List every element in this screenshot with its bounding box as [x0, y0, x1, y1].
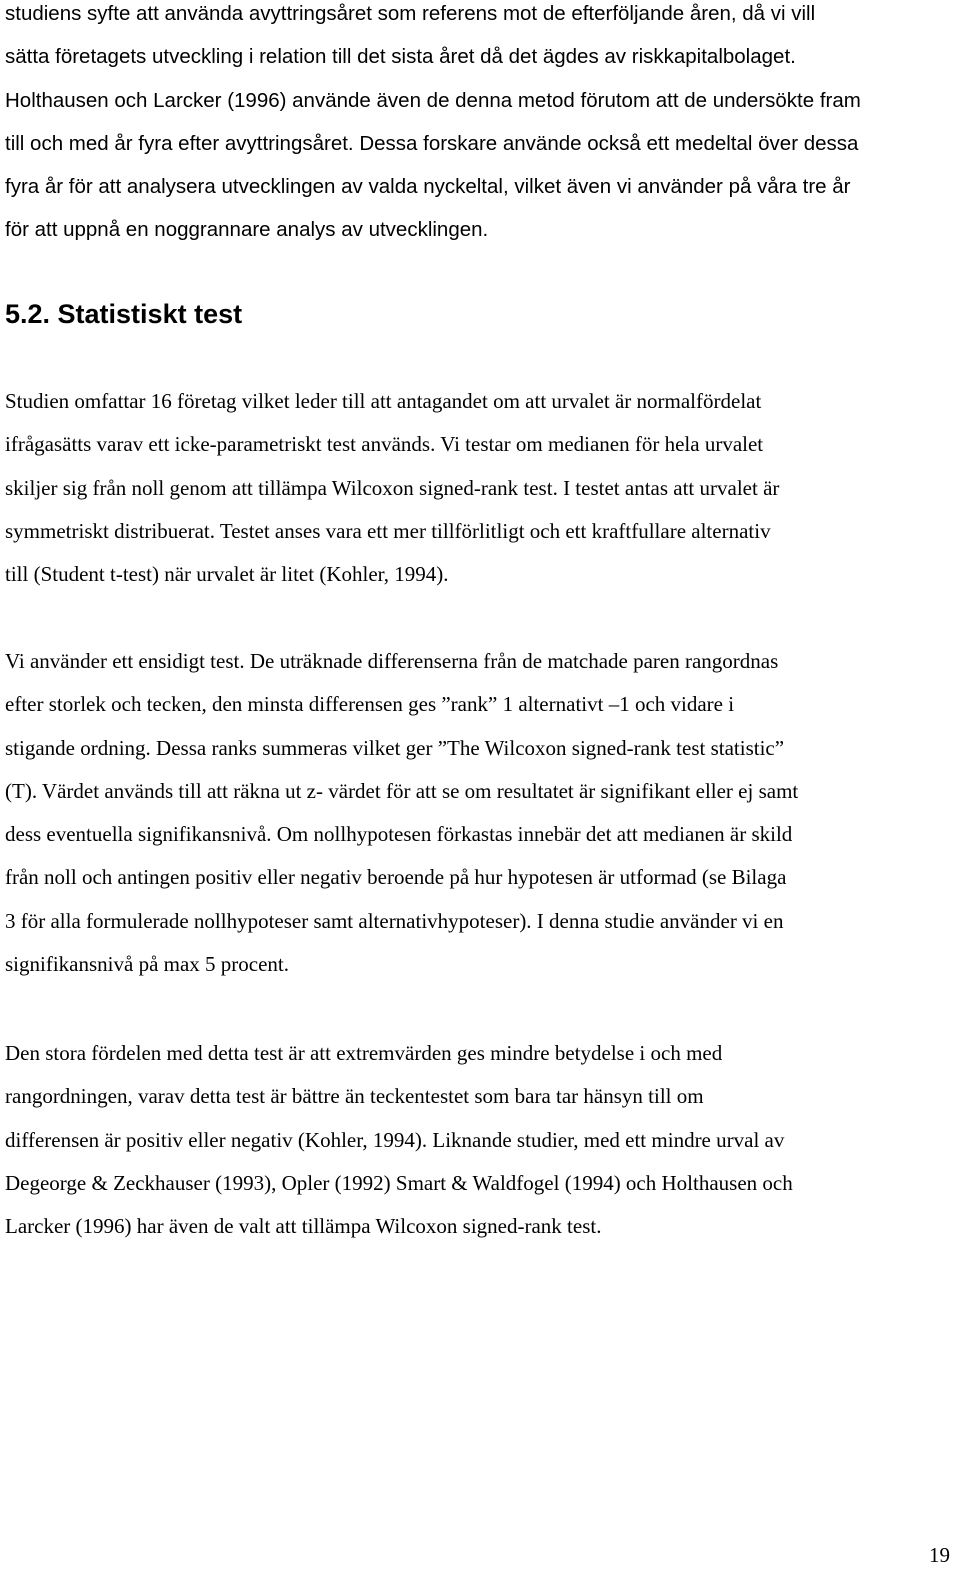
paragraph-method [5, 380, 779, 596]
text-line: sätta företagets utveckling i relation till det sista året då det ägdes av riskkapitalbolaget. [5, 45, 796, 69]
text-line: 3 för alla formulerade nollhypoteser samt alternativhypoteser). I denna studie använder vi en [5, 908, 784, 933]
text-line: rangordningen, varav detta test är bättre än teckentestet som bara tar hänsyn till om [5, 1084, 704, 1109]
section-heading: 5.2. Statistiskt test [5, 299, 243, 329]
page-number: 19 [929, 1543, 950, 1567]
text-line: symmetriskt distribuerat. Testet anses vara ett mer tillförlitligt och ett kraftfullare alternativ [5, 518, 771, 543]
text-line: ifrågasätts varav ett icke-parametriskt test används. Vi testar om medianen för hela urvalet [5, 432, 764, 457]
text-line: Vi använder ett ensidigt test. De uträknade differenserna från de matchade paren rangordnas [5, 649, 779, 673]
text-line: (T). Värdet används till att räkna ut z- värdet för att se om resultatet är signifikant eller ej samt [5, 778, 799, 803]
text-line: studiens syfte att använda avyttringsåret som referens mot de efterföljande åren, då vi vill [5, 2, 816, 25]
text-line: stigande ordning. Dessa ranks summeras vilket ger ”The Wilcoxon signed-rank test statistic” [5, 735, 785, 760]
text-line: Studien omfattar 16 företag vilket leder till att antagandet om att urvalet är normalfördelat [5, 389, 762, 413]
text-line: fyra år för att analysera utvecklingen av valda nyckeltal, vilket även vi använder på våra tre år [5, 175, 851, 199]
text-line: differensen är positiv eller negativ (Kohler, 1994). Liknande studier, med ett mindre urval av [5, 1127, 785, 1152]
text-line: Degeorge & Zeckhauser (1993), Opler (1992) Smart & Waldfogel (1994) och Holthausen och [5, 1170, 793, 1195]
text-line: Holthausen och Larcker (1996) använde även de denna metod förutom att de undersökte fram [5, 88, 861, 112]
text-line: för att uppnå en noggrannare analys av utvecklingen. [5, 218, 489, 242]
paragraph-test [5, 640, 798, 986]
text-line: till (Student t-test) när urvalet är litet (Kohler, 1994). [5, 562, 449, 587]
intro-paragraph [5, 0, 861, 252]
text-line: Larcker (1996) har även de valt att tillämpa Wilcoxon signed-rank test. [5, 1214, 602, 1239]
text-line: signifikansnivå på max 5 procent. [5, 952, 290, 977]
paragraph-advantages [5, 1032, 793, 1248]
text-line: dess eventuella signifikansnivå. Om nollhypotesen förkastas innebär det att medianen är skild [5, 822, 793, 847]
text-line: efter storlek och tecken, den minsta differensen ges ”rank” 1 alternativt –1 och vidare i [5, 692, 735, 717]
text-line: till och med år fyra efter avyttringsåret. Dessa forskare använde också ett medeltal över dessa [5, 131, 859, 155]
text-line: skiljer sig från noll genom att tillämpa Wilcoxon signed-rank test. I testet antas att urvalet är [5, 475, 780, 500]
text-line: Den stora fördelen med detta test är att extremvärden ges mindre betydelse i och med [5, 1041, 723, 1065]
text-line: från noll och antingen positiv eller negativ beroende på hur hypotesen är utformad (se Bilaga [5, 865, 787, 890]
